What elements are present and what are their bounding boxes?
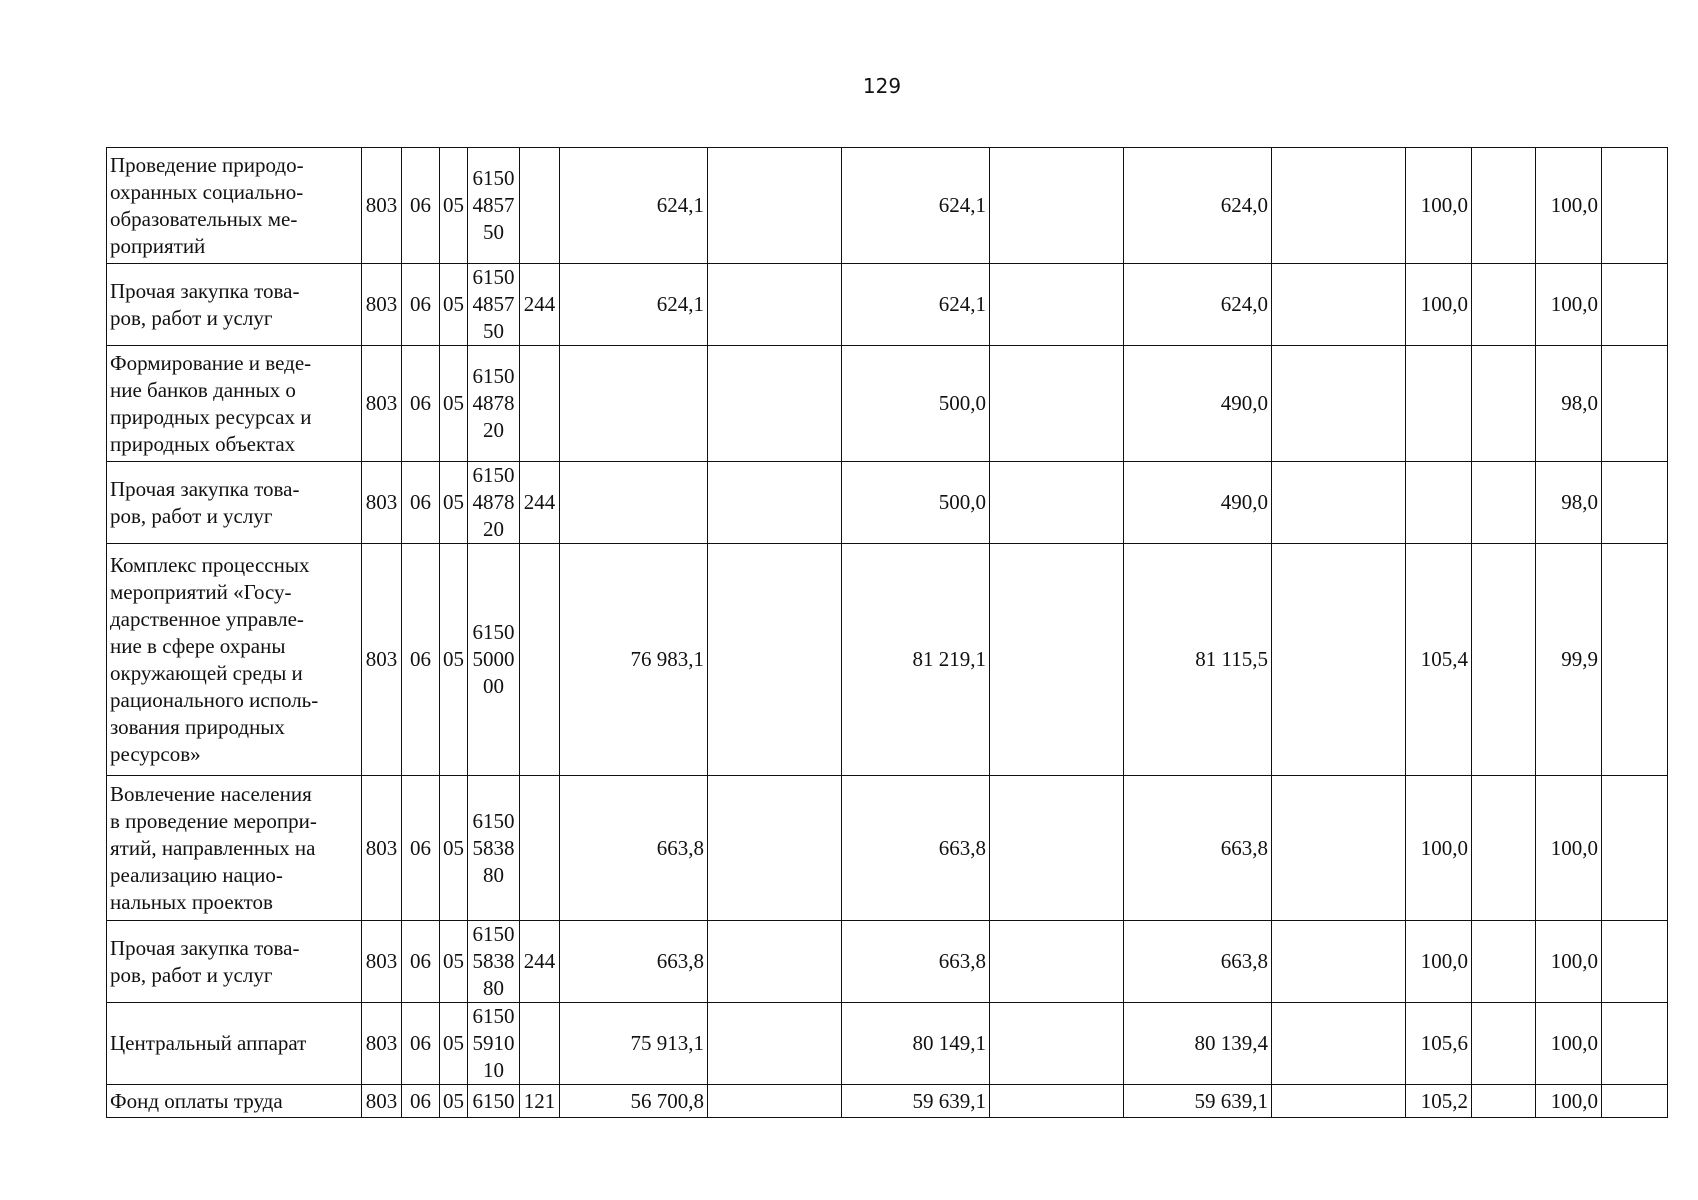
empty-cell xyxy=(1472,346,1536,462)
section-code: 06 xyxy=(402,346,440,462)
empty-cell xyxy=(1272,1003,1406,1085)
expense-type-code: 244 xyxy=(520,462,560,544)
percent-of-plan: 99,9 xyxy=(1536,544,1602,776)
target-article-part: 00 xyxy=(483,674,504,698)
row-name-line: Проведение природо- xyxy=(110,152,304,177)
empty-cell xyxy=(1272,1085,1406,1118)
empty-cell xyxy=(708,1085,842,1118)
planned-amount: 500,0 xyxy=(842,346,990,462)
table-row xyxy=(107,264,1668,346)
table-row xyxy=(107,148,1668,264)
empty-cell xyxy=(708,1003,842,1085)
table-row xyxy=(107,462,1668,544)
row-name-line: Центральный аппарат xyxy=(110,1031,307,1055)
ved-code: 803 xyxy=(362,544,402,776)
row-name xyxy=(107,148,362,264)
percent-of-approved: 105,6 xyxy=(1406,1003,1472,1085)
empty-cell xyxy=(708,544,842,776)
planned-amount: 624,1 xyxy=(842,264,990,346)
expense-type-code: 244 xyxy=(520,264,560,346)
percent-of-plan: 98,0 xyxy=(1536,346,1602,462)
percent-of-approved: 105,2 xyxy=(1406,1085,1472,1118)
empty-cell xyxy=(1602,1085,1668,1118)
planned-amount: 624,1 xyxy=(842,148,990,264)
empty-cell xyxy=(1472,544,1536,776)
empty-cell xyxy=(708,264,842,346)
section-code: 06 xyxy=(402,462,440,544)
planned-amount: 500,0 xyxy=(842,462,990,544)
planned-amount: 80 149,1 xyxy=(842,1003,990,1085)
target-article-part: 50 xyxy=(483,319,504,343)
row-name-line: Прочая закупка това- xyxy=(110,278,300,303)
approved-amount: 75 913,1 xyxy=(560,1003,708,1085)
percent-of-approved: 100,0 xyxy=(1406,921,1472,1003)
approved-amount: 76 983,1 xyxy=(560,544,708,776)
row-name-line: роприятий xyxy=(110,233,206,258)
approved-amount: 624,1 xyxy=(560,148,708,264)
target-article-part: 6150 xyxy=(472,922,515,946)
ved-code: 803 xyxy=(362,148,402,264)
percent-of-approved xyxy=(1406,462,1472,544)
section-code: 06 xyxy=(402,1085,440,1118)
row-name xyxy=(107,921,362,1003)
subsection-code: 05 xyxy=(440,544,468,776)
target-article-part: 4857 xyxy=(472,292,515,316)
row-name-line: образовательных ме- xyxy=(110,206,298,231)
percent-of-approved: 100,0 xyxy=(1406,776,1472,921)
empty-cell xyxy=(1272,148,1406,264)
executed-amount: 624,0 xyxy=(1124,148,1272,264)
empty-cell xyxy=(708,776,842,921)
empty-cell xyxy=(1472,148,1536,264)
target-article-code xyxy=(468,776,520,921)
row-name-line: ров, работ и услуг xyxy=(110,305,273,330)
target-article-code xyxy=(468,462,520,544)
section-code: 06 xyxy=(402,148,440,264)
target-article-code xyxy=(468,1003,520,1085)
empty-cell xyxy=(708,148,842,264)
page-number: 129 xyxy=(862,74,902,98)
approved-amount: 56 700,8 xyxy=(560,1085,708,1118)
executed-amount: 80 139,4 xyxy=(1124,1003,1272,1085)
row-name-line: реализацию нацио- xyxy=(110,862,283,887)
table-row xyxy=(107,1003,1668,1085)
empty-cell xyxy=(1472,1003,1536,1085)
target-article-part: 5000 xyxy=(472,647,515,671)
target-article-part: 6150 xyxy=(472,620,515,644)
row-name xyxy=(107,776,362,921)
empty-cell xyxy=(1602,462,1668,544)
percent-of-approved: 100,0 xyxy=(1406,148,1472,264)
target-article-part: 4878 xyxy=(472,490,515,514)
approved-amount xyxy=(560,462,708,544)
approved-amount: 624,1 xyxy=(560,264,708,346)
target-article-part: 6150 xyxy=(472,265,515,289)
table-row xyxy=(107,776,1668,921)
approved-amount: 663,8 xyxy=(560,921,708,1003)
percent-of-plan: 100,0 xyxy=(1536,921,1602,1003)
row-name-line: ров, работ и услуг xyxy=(110,503,273,528)
empty-cell xyxy=(1472,921,1536,1003)
executed-amount: 490,0 xyxy=(1124,462,1272,544)
target-article-part: 20 xyxy=(483,517,504,541)
subsection-code: 05 xyxy=(440,1003,468,1085)
expense-type-code: 244 xyxy=(520,921,560,1003)
executed-amount: 59 639,1 xyxy=(1124,1085,1272,1118)
ved-code: 803 xyxy=(362,776,402,921)
target-article-code xyxy=(468,544,520,776)
empty-cell xyxy=(1272,544,1406,776)
empty-cell xyxy=(1472,264,1536,346)
target-article-part: 6150 xyxy=(472,1004,515,1028)
row-name xyxy=(107,1085,362,1118)
percent-of-approved: 100,0 xyxy=(1406,264,1472,346)
empty-cell xyxy=(1602,264,1668,346)
empty-cell xyxy=(1602,776,1668,921)
ved-code: 803 xyxy=(362,346,402,462)
table-body xyxy=(107,148,1668,1118)
row-name-line: в проведение меропри- xyxy=(110,808,317,833)
empty-cell xyxy=(1272,921,1406,1003)
percent-of-plan: 100,0 xyxy=(1536,1003,1602,1085)
subsection-code: 05 xyxy=(440,346,468,462)
budget-table xyxy=(106,147,1668,1118)
empty-cell xyxy=(1272,346,1406,462)
row-name xyxy=(107,264,362,346)
row-name xyxy=(107,462,362,544)
empty-cell xyxy=(990,776,1124,921)
expense-type-code xyxy=(520,776,560,921)
row-name-line: природных объектах xyxy=(110,431,296,456)
expense-type-code xyxy=(520,148,560,264)
subsection-code: 05 xyxy=(440,776,468,921)
empty-cell xyxy=(1602,148,1668,264)
table-row xyxy=(107,346,1668,462)
row-name-line: ров, работ и услуг xyxy=(110,962,273,987)
target-article-code xyxy=(468,1085,520,1118)
target-article-part: 5838 xyxy=(472,949,515,973)
empty-cell xyxy=(1472,462,1536,544)
row-name-line: Фонд оплаты труда xyxy=(110,1088,283,1113)
table-row xyxy=(107,544,1668,776)
row-name-line: ятий, направленных на xyxy=(110,835,316,860)
executed-amount: 624,0 xyxy=(1124,264,1272,346)
target-article-part: 4878 xyxy=(472,391,515,415)
row-name xyxy=(107,1003,362,1085)
empty-cell xyxy=(990,1085,1124,1118)
empty-cell xyxy=(990,921,1124,1003)
target-article-part: 6150 xyxy=(472,463,515,487)
target-article-part: 6150 xyxy=(472,1088,515,1113)
target-article-part: 20 xyxy=(483,418,504,442)
subsection-code: 05 xyxy=(440,1085,468,1118)
empty-cell xyxy=(708,462,842,544)
row-name xyxy=(107,346,362,462)
percent-of-plan: 100,0 xyxy=(1536,1085,1602,1118)
subsection-code: 05 xyxy=(440,264,468,346)
percent-of-plan: 100,0 xyxy=(1536,776,1602,921)
empty-cell xyxy=(1272,462,1406,544)
target-article-part: 10 xyxy=(483,1058,504,1082)
empty-cell xyxy=(1602,346,1668,462)
empty-cell xyxy=(990,148,1124,264)
row-name-line: охранных социально- xyxy=(110,179,304,204)
subsection-code: 05 xyxy=(440,148,468,264)
planned-amount: 59 639,1 xyxy=(842,1085,990,1118)
target-article-part: 4857 xyxy=(472,193,515,217)
section-code: 06 xyxy=(402,921,440,1003)
row-name-line: дарственное управле- xyxy=(110,606,304,631)
planned-amount: 663,8 xyxy=(842,921,990,1003)
planned-amount: 81 219,1 xyxy=(842,544,990,776)
row-name-line: Вовлечение населения xyxy=(110,781,312,806)
subsection-code: 05 xyxy=(440,921,468,1003)
expense-type-code xyxy=(520,1003,560,1085)
row-name-line: Формирование и веде- xyxy=(110,350,312,375)
target-article-part: 6150 xyxy=(472,166,515,190)
row-name xyxy=(107,544,362,776)
empty-cell xyxy=(708,346,842,462)
empty-cell xyxy=(1602,921,1668,1003)
ved-code: 803 xyxy=(362,1085,402,1118)
executed-amount: 81 115,5 xyxy=(1124,544,1272,776)
row-name-line: нальных проектов xyxy=(110,889,273,914)
empty-cell xyxy=(990,264,1124,346)
percent-of-plan: 100,0 xyxy=(1536,264,1602,346)
target-article-part: 6150 xyxy=(472,364,515,388)
ved-code: 803 xyxy=(362,1003,402,1085)
ved-code: 803 xyxy=(362,462,402,544)
row-name-line: рационального исполь- xyxy=(110,687,319,712)
row-name-line: зования природных xyxy=(110,714,285,739)
target-article-part: 80 xyxy=(483,976,504,1000)
executed-amount: 663,8 xyxy=(1124,776,1272,921)
row-name-line: Комплекс процессных xyxy=(110,552,310,577)
percent-of-plan: 100,0 xyxy=(1536,148,1602,264)
target-article-part: 80 xyxy=(483,862,504,887)
empty-cell xyxy=(1472,1085,1536,1118)
empty-cell xyxy=(1602,544,1668,776)
empty-cell xyxy=(1602,1003,1668,1085)
ved-code: 803 xyxy=(362,264,402,346)
percent-of-plan: 98,0 xyxy=(1536,462,1602,544)
target-article-part: 5910 xyxy=(472,1031,515,1055)
row-name-line: окружающей среды и xyxy=(110,660,303,685)
empty-cell xyxy=(990,1003,1124,1085)
approved-amount xyxy=(560,346,708,462)
empty-cell xyxy=(1272,264,1406,346)
executed-amount: 490,0 xyxy=(1124,346,1272,462)
table-row xyxy=(107,921,1668,1003)
percent-of-approved xyxy=(1406,346,1472,462)
ved-code: 803 xyxy=(362,921,402,1003)
section-code: 06 xyxy=(402,776,440,921)
target-article-part: 6150 xyxy=(472,808,515,833)
subsection-code: 05 xyxy=(440,462,468,544)
planned-amount: 663,8 xyxy=(842,776,990,921)
row-name-line: Прочая закупка това- xyxy=(110,476,300,501)
row-name-line: ресурсов» xyxy=(110,741,201,766)
target-article-code xyxy=(468,921,520,1003)
empty-cell xyxy=(1472,776,1536,921)
empty-cell xyxy=(990,544,1124,776)
expense-type-code: 121 xyxy=(520,1085,560,1118)
percent-of-approved: 105,4 xyxy=(1406,544,1472,776)
row-name-line: ние банков данных о xyxy=(110,377,296,402)
target-article-part: 5838 xyxy=(472,835,515,860)
table-row xyxy=(107,1085,1668,1118)
row-name-line: природных ресурсах и xyxy=(110,404,312,429)
approved-amount: 663,8 xyxy=(560,776,708,921)
target-article-code xyxy=(468,346,520,462)
empty-cell xyxy=(708,921,842,1003)
section-code: 06 xyxy=(402,264,440,346)
empty-cell xyxy=(990,462,1124,544)
target-article-code xyxy=(468,148,520,264)
target-article-part: 50 xyxy=(483,220,504,244)
empty-cell xyxy=(990,346,1124,462)
executed-amount: 663,8 xyxy=(1124,921,1272,1003)
expense-type-code xyxy=(520,346,560,462)
expense-type-code xyxy=(520,544,560,776)
row-name-line: Прочая закупка това- xyxy=(110,935,300,960)
empty-cell xyxy=(1272,776,1406,921)
row-name-line: мероприятий «Госу- xyxy=(110,579,292,604)
section-code: 06 xyxy=(402,544,440,776)
section-code: 06 xyxy=(402,1003,440,1085)
row-name-line: ние в сфере охраны xyxy=(110,633,286,658)
target-article-code xyxy=(468,264,520,346)
